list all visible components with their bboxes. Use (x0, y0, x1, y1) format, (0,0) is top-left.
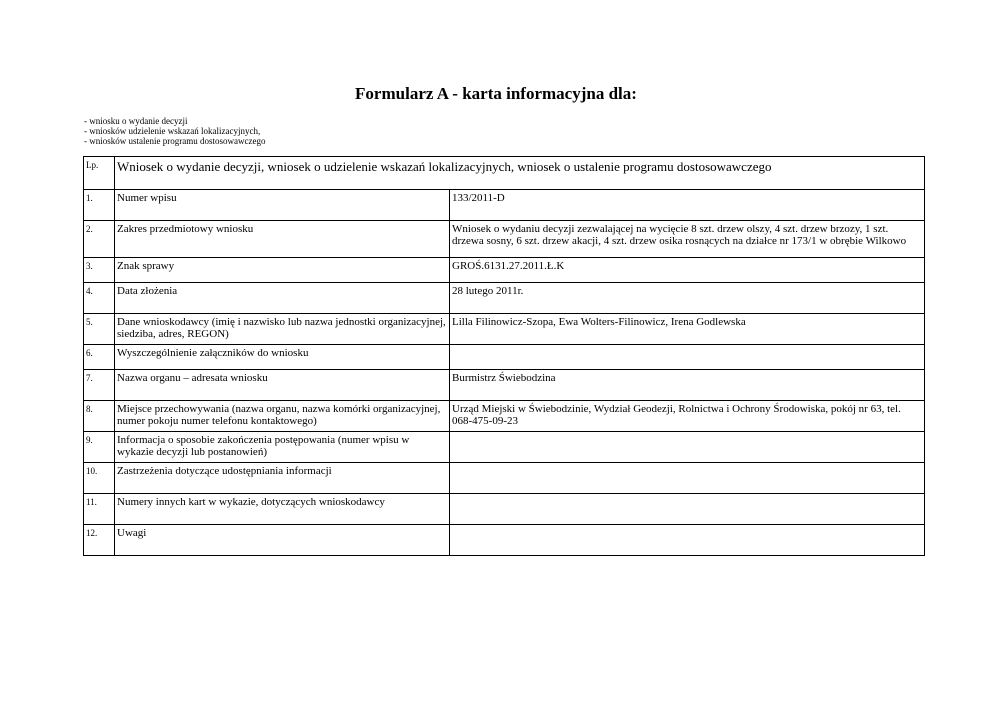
row-label: Numery innych kart w wykazie, dotyczących wnioskodawcy (115, 494, 450, 525)
row-value (450, 494, 925, 525)
row-label: Data złożenia (115, 283, 450, 314)
row-label: Numer wpisu (115, 190, 450, 221)
row-number: 8. (84, 401, 115, 432)
row-label: Zakres przedmiotowy wniosku (115, 221, 450, 258)
row-number: 12. (84, 525, 115, 556)
row-label: Zastrzeżenia dotyczące udostępniania informacji (115, 463, 450, 494)
row-number: 9. (84, 432, 115, 463)
row-number: 4. (84, 283, 115, 314)
form-title: Formularz A - karta informacyjna dla: (355, 84, 637, 103)
row-number: 5. (84, 314, 115, 345)
row-value: GROŚ.6131.27.2011.Ł.K (450, 258, 925, 283)
row-value (450, 463, 925, 494)
table-row (84, 494, 925, 525)
intro-list (84, 116, 265, 146)
intro-item: - wniosku o wydanie decyzji (84, 116, 188, 126)
row-value: 133/2011-D (450, 190, 925, 221)
table-row (84, 525, 925, 556)
row-value (450, 525, 925, 556)
row-label: Informacja o sposobie zakończenia postępowania (numer wpisu w wykazie decyzji lub postanowień) (115, 432, 450, 463)
row-value: Wniosek o wydaniu decyzji zezwalającej na wycięcie 8 szt. drzew olszy, 4 szt. drzew brzozy, 1 szt. drzewa sosny, 6 szt. drzew akacji, 4 szt. drzew osika rosnących na działce nr 173/1 w obrębie Wilkowo (450, 221, 925, 258)
table-row (84, 190, 925, 221)
row-value: Urząd Miejski w Świebodzinie, Wydział Geodezji, Rolnictwa i Ochrony Środowiska, pokój nr 63, tel. 068-475-09-23 (450, 401, 925, 432)
lp-header: Lp. (84, 157, 115, 190)
table-title-header: Wniosek o wydanie decyzji, wniosek o udzielenie wskazań lokalizacyjnych, wniosek o ustalenie programu dostosowawczego (115, 157, 925, 190)
row-number: 1. (84, 190, 115, 221)
row-label: Nazwa organu – adresata wniosku (115, 370, 450, 401)
row-value: Lilla Filinowicz-Szopa, Ewa Wolters-Filinowicz, Irena Godlewska (450, 314, 925, 345)
row-number: 2. (84, 221, 115, 258)
row-value: Burmistrz Świebodzina (450, 370, 925, 401)
table-row (84, 221, 925, 258)
info-card-table (83, 156, 925, 556)
row-label: Uwagi (115, 525, 450, 556)
row-number: 11. (84, 494, 115, 525)
intro-item: - wniosków udzielenie wskazań lokalizacyjnych, (84, 126, 261, 136)
table-row (84, 432, 925, 463)
table-row (84, 283, 925, 314)
table-row (84, 401, 925, 432)
table-header-row (84, 157, 925, 190)
row-value (450, 345, 925, 370)
row-number: 6. (84, 345, 115, 370)
row-number: 3. (84, 258, 115, 283)
row-label: Wyszczególnienie załączników do wniosku (115, 345, 450, 370)
table-row (84, 370, 925, 401)
row-value: 28 lutego 2011r. (450, 283, 925, 314)
row-number: 10. (84, 463, 115, 494)
intro-item: - wniosków ustalenie programu dostosowawczego (84, 136, 266, 146)
row-label: Dane wnioskodawcy (imię i nazwisko lub nazwa jednostki organizacyjnej, siedziba, adres, REGON) (115, 314, 450, 345)
row-number: 7. (84, 370, 115, 401)
table-row (84, 314, 925, 345)
row-value (450, 432, 925, 463)
table-row (84, 345, 925, 370)
table-row (84, 463, 925, 494)
row-label: Znak sprawy (115, 258, 450, 283)
table-row (84, 258, 925, 283)
row-label: Miejsce przechowywania (nazwa organu, nazwa komórki organizacyjnej, numer pokoju numer telefonu kontaktowego) (115, 401, 450, 432)
